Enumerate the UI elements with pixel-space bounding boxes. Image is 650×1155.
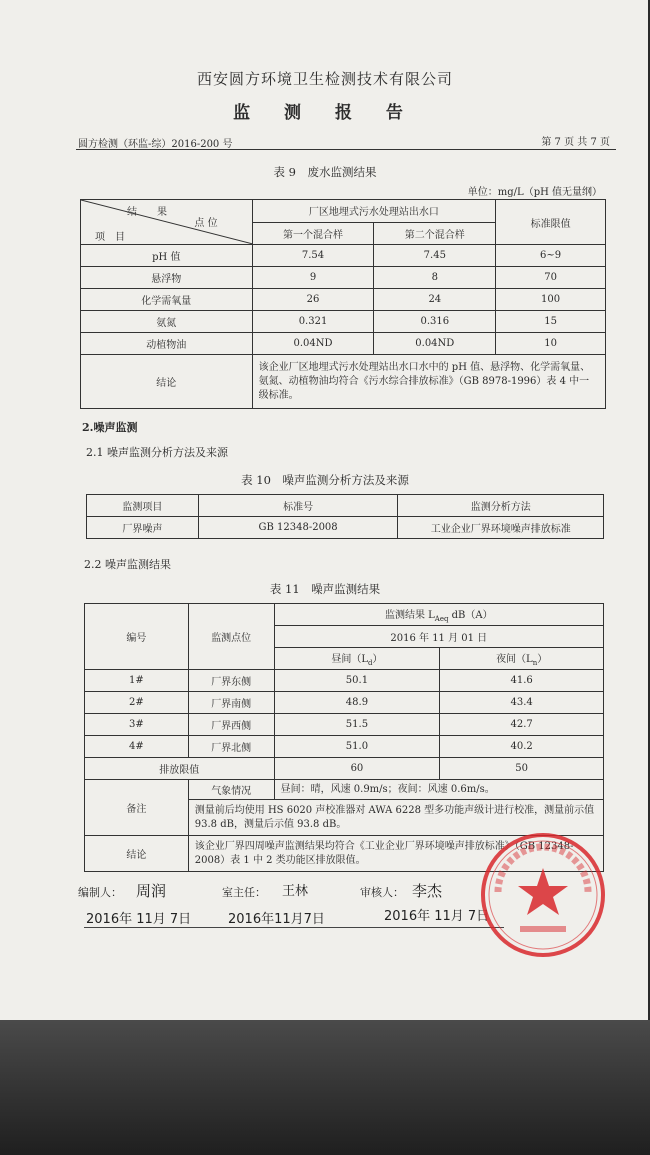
header-item: 项 目 — [95, 232, 125, 243]
reviewer-label: 审核人： — [360, 886, 404, 899]
cell-sample1: 0.04ND — [252, 333, 374, 355]
signature-underline — [84, 927, 504, 928]
table11-caption: 表 11 噪声监测结果 — [269, 582, 381, 596]
header-no: 编号 — [85, 604, 189, 670]
header-result-sub: Aeq — [434, 615, 449, 623]
cell-day: 51.5 — [274, 714, 440, 736]
table-row — [85, 670, 604, 692]
table10-caption: 表 10 噪声监测分析方法及来源 — [241, 473, 409, 487]
table-row — [85, 692, 604, 714]
cell-night: 40.2 — [440, 736, 604, 758]
cell-item: pH 值 — [81, 245, 253, 267]
cell-point: 厂界东侧 — [188, 670, 274, 692]
table-row — [81, 311, 606, 333]
header-day-close: ） — [372, 654, 383, 665]
cell-no: 3# — [85, 714, 189, 736]
weather-label: 气象情况 — [188, 780, 274, 800]
cell-item: 厂界噪声 — [87, 517, 199, 539]
cell-item: 化学需氧量 — [81, 289, 253, 311]
company-seal-icon — [478, 830, 608, 960]
section-noise-method: 2.1 噪声监测分析方法及来源 — [86, 446, 228, 459]
cell-sample2: 0.316 — [374, 311, 496, 333]
header-date: 2016 年 11 月 01 日 — [274, 626, 603, 648]
cell-day: 50.1 — [274, 670, 440, 692]
header-night — [440, 648, 604, 670]
cell-day: 51.0 — [274, 736, 440, 758]
table9-caption: 表 9 废水监测结果 — [273, 165, 377, 179]
reviewer-signature: 李杰 — [412, 882, 443, 900]
desk-background — [0, 1020, 650, 1155]
author-date: 2016年 11月 7日 — [86, 912, 192, 927]
table-row — [87, 517, 604, 539]
header-point: 监测点位 — [188, 604, 274, 670]
cell-limit: 70 — [496, 267, 606, 289]
cell-sample2: 7.45 — [374, 245, 496, 267]
header-limit: 标准限值 — [496, 200, 606, 245]
header-night-close: ） — [537, 654, 548, 665]
section-noise: 2.噪声监测 — [82, 421, 138, 434]
company-name: 西安圆方环境卫生检测技术有限公司 — [196, 70, 453, 88]
cell-no: 1# — [85, 670, 189, 692]
table9-unit: 单位：mg/L（pH 值无量纲） — [467, 187, 602, 198]
cell-sample1: 7.54 — [252, 245, 374, 267]
header-result: 结 果 — [127, 207, 167, 218]
cell-method: 工业企业厂界环境噪声排放标准 — [398, 517, 604, 539]
header-method: 监测分析方法 — [398, 495, 604, 517]
note-label: 备注 — [85, 780, 189, 836]
cell-sample1: 0.321 — [252, 311, 374, 333]
cell-sample1: 26 — [252, 289, 374, 311]
header-result-text: 监测结果 L — [384, 610, 435, 621]
cell-sample2: 24 — [374, 289, 496, 311]
cell-point: 厂界北侧 — [188, 736, 274, 758]
table-row — [85, 736, 604, 758]
director-signature: 王林 — [282, 884, 309, 899]
cell-item: 氨氮 — [81, 311, 253, 333]
header-day-sub: d — [368, 659, 373, 667]
cell-limit: 15 — [496, 311, 606, 333]
weather-text: 昼间：晴，风速 0.9m/s；夜间：风速 0.6m/s。 — [274, 780, 603, 800]
cell-no: 4# — [85, 736, 189, 758]
header-item: 监测项目 — [87, 495, 199, 517]
header-day — [274, 648, 440, 670]
header-night-text: 夜间（L — [496, 654, 533, 665]
cell-sample2: 0.04ND — [374, 333, 496, 355]
reviewer-date: 2016年 11月 7日 — [384, 909, 490, 924]
diagonal-header-cell — [81, 200, 253, 245]
cell-point: 厂界南侧 — [188, 692, 274, 714]
cell-point: 厂界西侧 — [188, 714, 274, 736]
header-sample2: 第二个混合样 — [374, 222, 496, 245]
wastewater-table — [80, 199, 606, 409]
cell-item: 悬浮物 — [81, 267, 253, 289]
cell-day: 48.9 — [274, 692, 440, 714]
header-sample1: 第一个混合样 — [252, 222, 374, 245]
section-noise-result: 2.2 噪声监测结果 — [84, 558, 171, 571]
cell-limit: 100 — [496, 289, 606, 311]
author-signature: 周润 — [136, 882, 167, 900]
header-day-text: 昼间（L — [331, 654, 369, 665]
conclusion-text: 该企业厂界四周噪声监测结果均符合《工业企业厂界环境噪声排放标准》（GB 12348-2008）表 1 中 2 类功能区排放限值。 — [188, 836, 603, 872]
page-number: 第 7 页 共 7 页 — [541, 137, 610, 148]
director-date: 2016年11月7日 — [228, 912, 325, 927]
calibration-text: 测量前后均使用 HS 6020 声校准器对 AWA 6228 型多功能声级计进行校准，测量前示值 93.8 dB，测量后示值 93.8 dB。 — [188, 800, 603, 836]
limit-day: 60 — [274, 758, 440, 780]
table-row — [81, 267, 606, 289]
header-point: 点 位 — [194, 218, 218, 229]
conclusion-label: 结论 — [85, 836, 189, 872]
header-result — [274, 604, 603, 626]
cell-item: 动植物油 — [81, 333, 253, 355]
cell-limit: 10 — [496, 333, 606, 355]
limit-label: 排放限值 — [85, 758, 275, 780]
cell-standard: GB 12348-2008 — [198, 517, 398, 539]
conclusion-text: 该企业厂区地埋式污水处理站出水口水中的 pH 值、悬浮物、化学需氧量、氨氮、动植物油均符合《污水综合排放标准》（GB 8978-1996）表 4 中一级标准。 — [252, 355, 605, 409]
cell-night: 41.6 — [440, 670, 604, 692]
noise-method-table — [86, 494, 604, 539]
table-row — [81, 289, 606, 311]
document-number: 圆方检测（环监-综）2016-200 号 — [78, 139, 233, 150]
header-night-sub: n — [532, 659, 538, 667]
report-title: 监 测 报 告 — [233, 103, 417, 123]
cell-night: 42.7 — [440, 714, 604, 736]
conclusion-label: 结论 — [81, 355, 253, 409]
cell-sample1: 9 — [252, 267, 374, 289]
limit-night: 50 — [440, 758, 604, 780]
cell-night: 43.4 — [440, 692, 604, 714]
director-label: 室主任： — [222, 886, 266, 899]
table-row — [81, 333, 606, 355]
cell-no: 2# — [85, 692, 189, 714]
author-label: 编制人： — [78, 886, 122, 899]
table-row — [85, 714, 604, 736]
cell-limit: 6~9 — [496, 245, 606, 267]
header-divider — [76, 149, 616, 150]
header-site: 厂区地埋式污水处理站出水口 — [252, 200, 496, 223]
header-standard: 标准号 — [198, 495, 398, 517]
cell-sample2: 8 — [374, 267, 496, 289]
table-row — [81, 245, 606, 267]
header-result-unit: dB（A） — [448, 610, 493, 621]
